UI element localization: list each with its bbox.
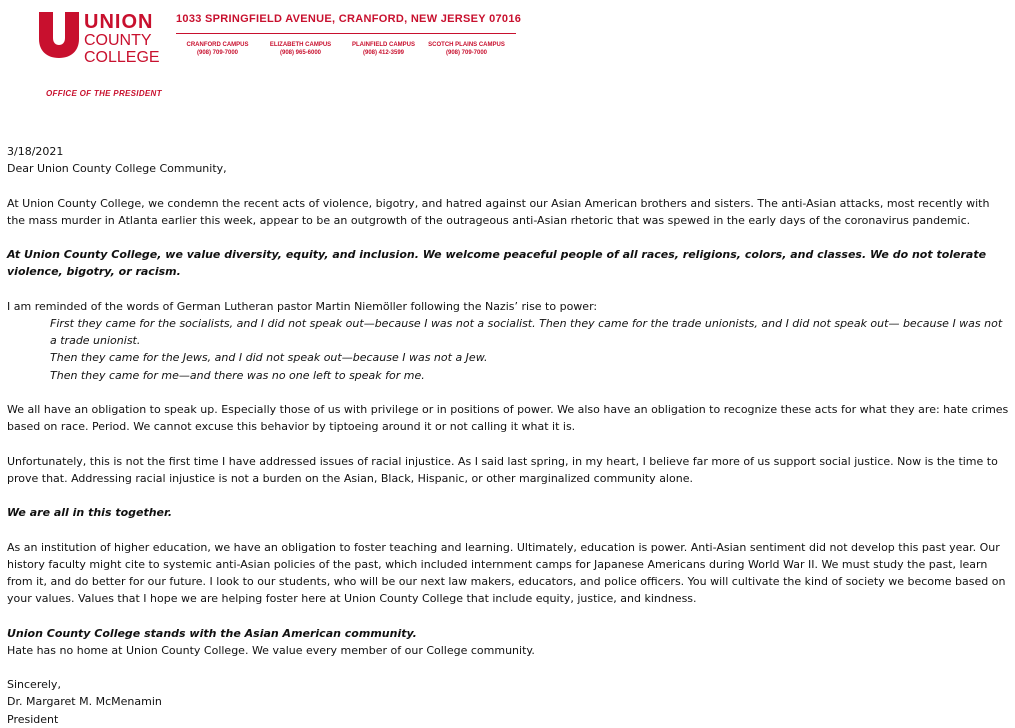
logo-wordmark <box>84 12 160 66</box>
union-u-logo-icon <box>38 12 80 58</box>
paragraph-obligation: We all have an obligation to speak up. Especially those of us with privilege or in positions of power. We also have an obligation to recognize these acts for what they are: hate crimes based on race. Period. We cannot excuse this behavior by tiptoeing around it or not calling it what it is. <box>7 402 1009 434</box>
paragraph-together: We are all in this together. <box>7 506 173 520</box>
campus-name: SCOTCH PLAINS CAMPUS <box>428 42 505 48</box>
campus-phone: (908) 709-7000 <box>196 50 239 56</box>
campus-phone: (908) 412-3599 <box>362 50 405 56</box>
spacer <box>7 435 1010 452</box>
spacer <box>7 384 1010 401</box>
campus-elizabeth <box>259 41 342 57</box>
campus-phone: (908) 709-7000 <box>445 50 488 56</box>
quote-line-3: Then they came for me—and there was no one left to speak for me. <box>50 368 425 382</box>
paragraph-values: At Union County College, we value diversity, equity, and inclusion. We welcome peaceful people of all races, religions, colors, and classes. We do not tolerate violence, bigotry, or racism. <box>7 248 987 279</box>
paragraph-stands-with: Union County College stands with the Asian American community. <box>7 626 417 640</box>
logo-line-2: COUNTY <box>84 32 152 49</box>
salutation: Dear Union County College Community, <box>7 162 227 176</box>
quote-line-1: First they came for the socialists, and I did not speak out—because I was not a socialist. Then they came for the trade unionists, and I did not speak out— because I was not a trade unionist. <box>50 316 1003 348</box>
spacer <box>7 229 1010 246</box>
spacer <box>7 281 1010 298</box>
closing: Sincerely, <box>7 678 61 692</box>
letter-date: 3/18/2021 <box>7 145 64 158</box>
signer-title: President <box>7 712 59 726</box>
spacer <box>7 607 1010 624</box>
letter-body <box>7 143 1010 728</box>
campus-list <box>176 41 508 57</box>
letterhead <box>0 0 1015 110</box>
campus-phone: (908) 965-6000 <box>279 50 322 56</box>
quote-line-2: Then they came for the Jews, and I did not speak out—because I was not a Jew. <box>50 351 488 365</box>
letterhead-rule <box>176 33 516 34</box>
campus-cranford <box>176 41 259 57</box>
paragraph-condemnation: At Union County College, we condemn the recent acts of violence, bigotry, and hatred against our Asian American brothers and sisters. The anti-Asian attacks, most recently with the mass murder in Atlanta earlier this week, appear to be an outgrowth of the outrageous anti-Asian rhetoric that was spewed in the early days of the coronavirus pandemic. <box>7 196 990 227</box>
logo-line-3: COLLEGE <box>84 49 160 66</box>
office-of-president: OFFICE OF THE PRESIDENT <box>46 89 162 98</box>
spacer <box>7 487 1010 504</box>
logo-line-1: UNION <box>84 11 154 33</box>
campus-name: ELIZABETH CAMPUS <box>269 42 332 48</box>
paragraph-racial-injustice: Unfortunately, this is not the first time I have addressed issues of racial injustice. As I said last spring, in my heart, I believe far more of us support social justice. Now is the time to prove that. Addressing racial injustice is not a burden on the Asian, Black, Hispanic, or other marginalized community alone. <box>7 454 998 485</box>
campus-name: PLAINFIELD CAMPUS <box>352 42 415 48</box>
campus-name: CRANFORD CAMPUS <box>186 42 249 48</box>
campus-scotch-plains <box>425 41 508 57</box>
signer-name: Dr. Margaret M. McMenamin <box>7 695 162 709</box>
paragraph-niemoller-intro: I am reminded of the words of German Lutheran pastor Martin Niemöller following the Nazis’ rise to power: <box>7 299 598 313</box>
spacer <box>7 521 1010 538</box>
paragraph-education: As an institution of higher education, we have an obligation to foster teaching and learning. Ultimately, education is power. Anti-Asian sentiment did not develop this past year. Our history faculty might cite to systemic anti-Asian policies of the past, which included internment camps for Japanese Americans during World War II. We must study the past, learn from it, and do better for our future. I look to our students, who will be our next law makers, educators, and police officers. You will cultivate the kind of society we become based on your values. Values that I hope we are helping foster here at Union County College that include equity, justice, and kindness. <box>7 540 1006 606</box>
spacer <box>7 659 1010 676</box>
college-address: 1033 SPRINGFIELD AVENUE, CRANFORD, NEW JERSEY 07016 <box>176 13 522 25</box>
spacer <box>7 177 1010 194</box>
paragraph-hate-no-home: Hate has no home at Union County College. We value every member of our College community. <box>7 643 535 657</box>
campus-plainfield <box>342 41 425 57</box>
